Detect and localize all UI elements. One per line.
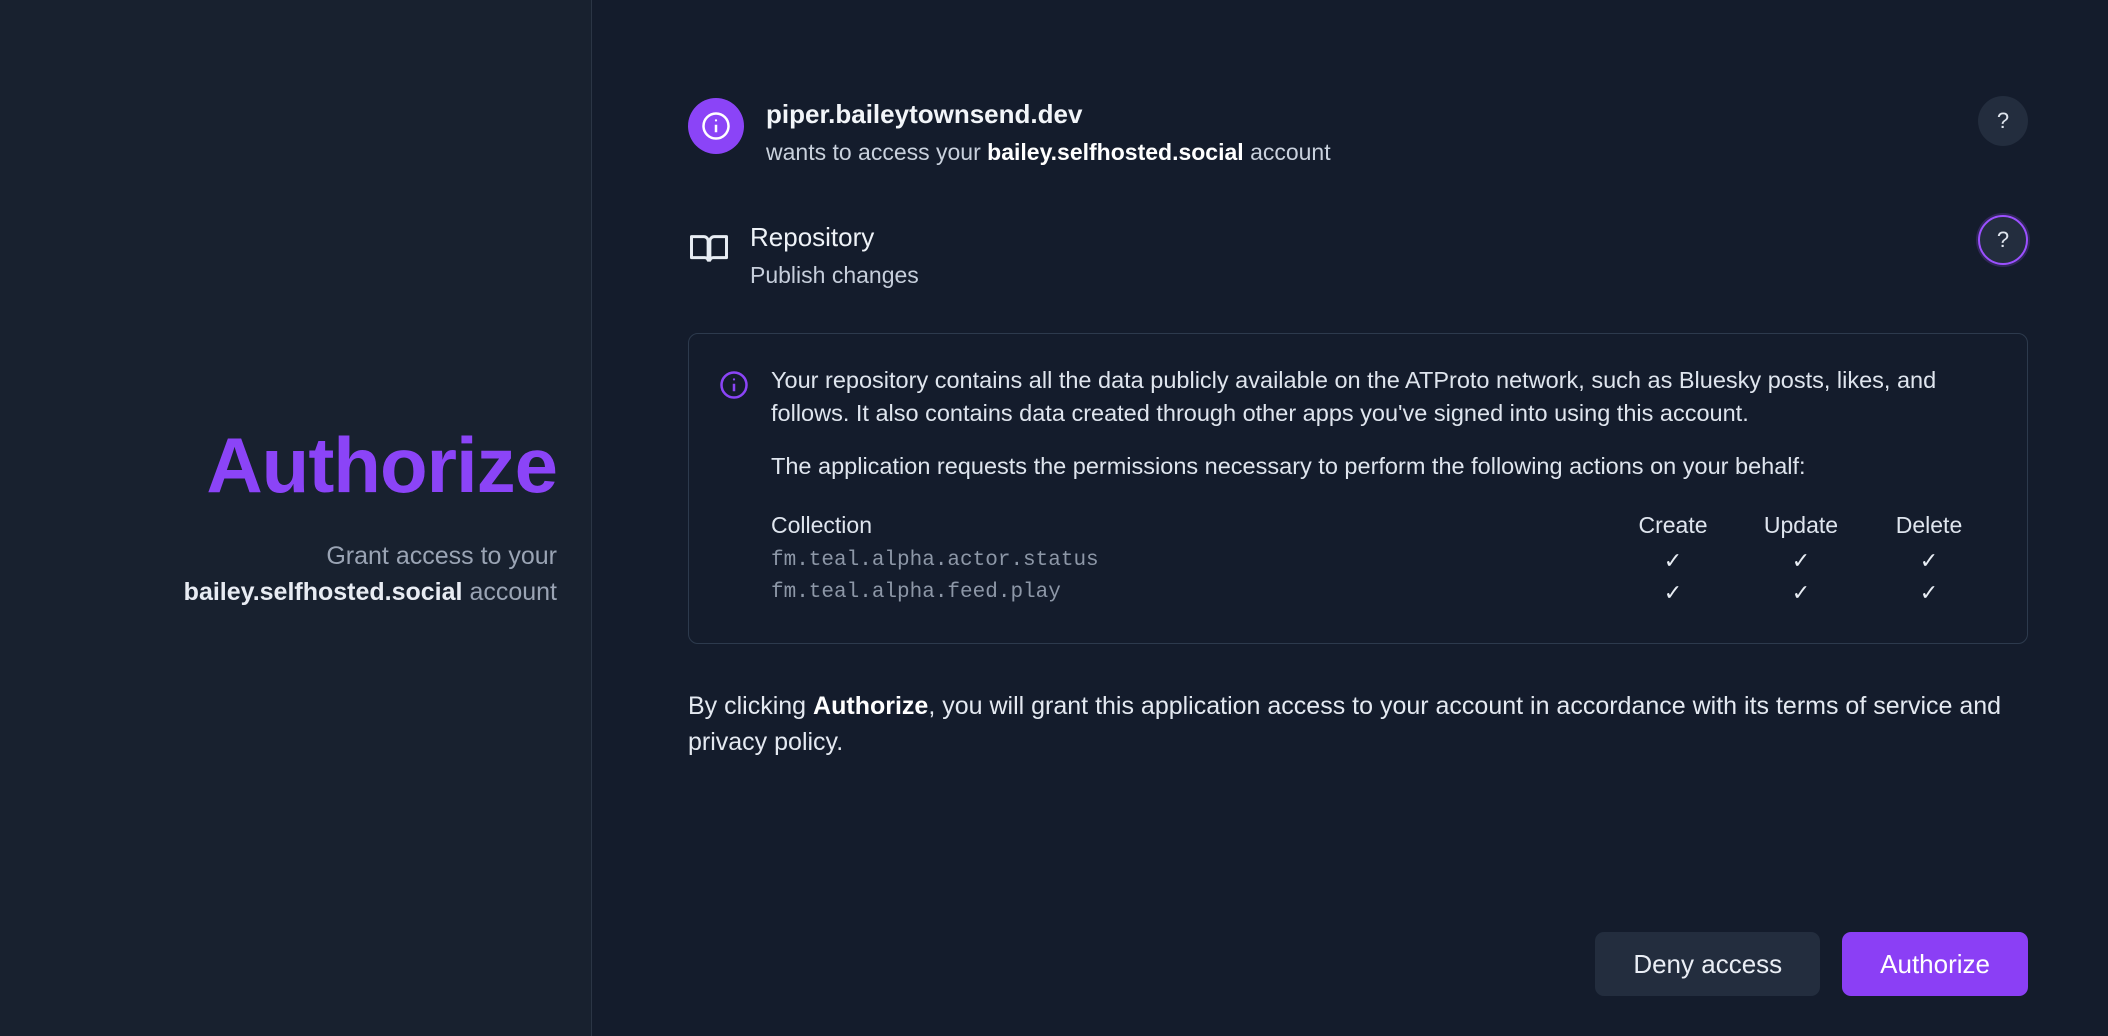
app-header-text [766, 96, 1331, 169]
column-header-delete: Delete [1895, 511, 1963, 538]
help-icon-header[interactable]: ? [1978, 96, 2028, 146]
subtitle-tail: account [469, 578, 557, 606]
table-row [771, 577, 1993, 609]
cell-delete-check: ✓ [1919, 579, 1939, 605]
cell-collection: fm.teal.alpha.feed.play [771, 581, 1061, 605]
page-title: Authorize [206, 420, 557, 509]
info-icon-card [719, 370, 749, 405]
cell-create-check: ✓ [1663, 579, 1683, 605]
permissions-body [771, 364, 1993, 609]
column-header-update: Update [1763, 511, 1839, 538]
deny-access-button[interactable]: Deny access [1595, 932, 1820, 996]
column-header-create: Create [1638, 511, 1708, 538]
consent-panel [592, 0, 2108, 1036]
app-description [766, 135, 1331, 170]
table-header-row [771, 512, 1993, 545]
consent-emphasis: Authorize [813, 691, 929, 720]
cell-create-check: ✓ [1663, 547, 1683, 573]
page-subtitle [184, 538, 557, 611]
consent-tail: , you will grant this application access to your account in accordance with its terms of service and privacy policy. [688, 691, 2002, 756]
column-header-collection: Collection [771, 511, 872, 538]
info-icon [688, 98, 744, 154]
scope-text [750, 221, 919, 291]
subtitle-lead: Grant access to your [326, 541, 557, 570]
book-icon [688, 227, 730, 274]
action-buttons [1595, 932, 2028, 996]
scope-title: Repository [750, 222, 875, 252]
cell-update-check: ✓ [1791, 579, 1811, 605]
cell-collection: fm.teal.alpha.actor.status [771, 549, 1099, 573]
permissions-card [688, 333, 2028, 644]
table-row [771, 545, 1993, 577]
consent-lead: By clicking [688, 691, 814, 720]
help-icon-scope[interactable]: ? [1978, 215, 2028, 265]
cell-update-check: ✓ [1791, 547, 1811, 573]
app-desc-lead: wants to access your [766, 138, 981, 165]
repository-explanation: Your repository contains all the data publicly available on the ATProto network, such as Bluesky posts, likes, and follows. It also contains data created through other apps you've signed into using this account. [771, 366, 1937, 426]
authorize-button[interactable]: Authorize [1842, 932, 2028, 996]
scope-subtitle: Publish changes [750, 261, 919, 288]
permissions-table [771, 512, 1993, 609]
app-desc-tail: account [1250, 138, 1331, 165]
consent-text [688, 688, 2018, 761]
app-desc-account: bailey.selfhosted.social [987, 138, 1244, 165]
subtitle-account-handle: bailey.selfhosted.social [183, 578, 463, 606]
cell-delete-check: ✓ [1919, 547, 1939, 573]
scope-row [688, 221, 2028, 291]
branding-panel [0, 0, 592, 1036]
app-name: piper.baileytownsend.dev [766, 99, 1083, 129]
permissions-intro: The application requests the permissions necessary to perform the following actions on your behalf: [771, 453, 1806, 480]
